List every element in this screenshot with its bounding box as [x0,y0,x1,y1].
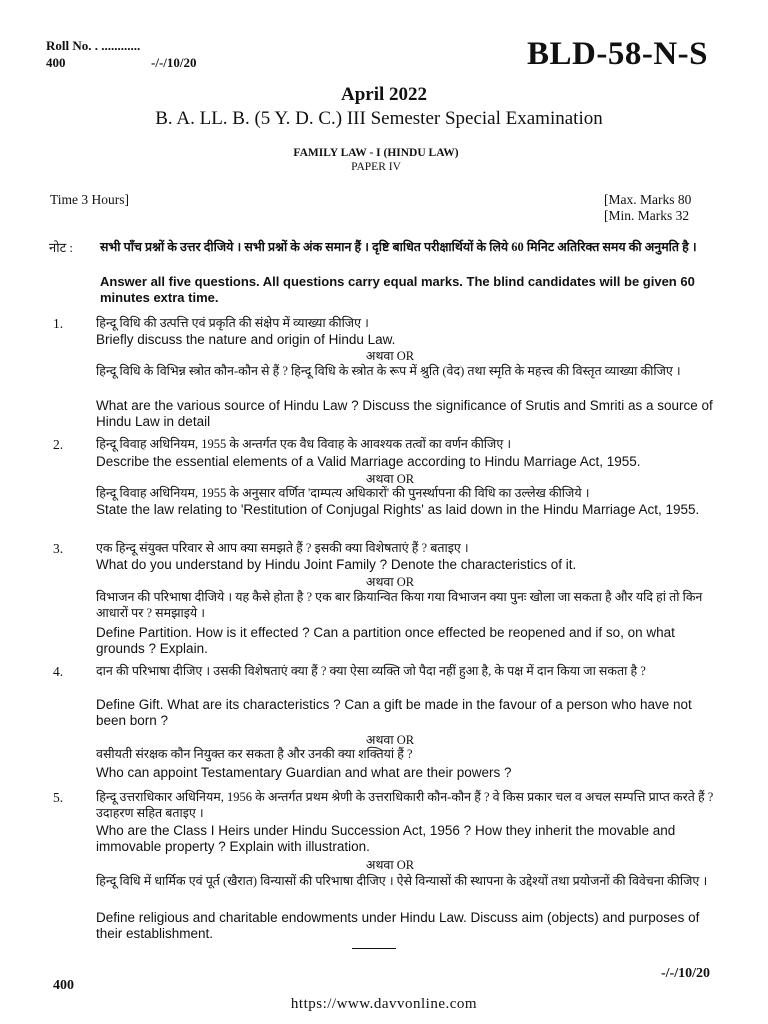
question-b-english: Who can appoint Testamentary Guardian and what are their powers ? [96,765,512,780]
paper-code: BLD-58-N-S [527,36,709,72]
question-a-hindi: हिन्दू उत्तराधिकार अधिनियम, 1956 के अन्तर्गत प्रथम श्रेणी के उत्तराधिकारी कौन-कौन हैं ? वे किस प्रकार चल व अचल सम्पत्ति प्राप्त करते हैं ? उदाहरण सहित बताइए । [96,790,714,820]
question-a-english: Briefly discuss the nature and origin of Hindu Law. [96,332,396,347]
footer-paper-number: 400 [53,978,74,993]
question-number: 2. [53,437,64,452]
question-b-hindi: विभाजन की परिभाषा दीजिये । यह कैसे होता है ? एक बार क्रियान्वित किया गया विभाजन क्या पुनः खोला जा सकता है और यदि हां तो किन आधारों पर ? समझाइये । [96,590,703,620]
question-b-hindi: हिन्दू विधि के विभिन्न स्त्रोत कौन-कौन से हैं ? हिन्दू विधि के स्त्रोत के रूप में श्रुति (वेद) तथा स्मृति के महत्त्व की विस्तृत व्याख्या कीजिए । [96,364,681,378]
question-number: 5. [53,790,64,805]
note-label: नोट : [49,240,73,255]
question-a-hindi: दान की परिभाषा दीजिए । उसकी विशेषताएं क्या हैं ? क्या ऐसा व्यक्ति जो पैदा नहीं हुआ है, के पक्ष में दान किया जा सकता है ? [96,664,646,678]
roll-number-label: Roll No. . ............ [46,38,141,53]
or-divider: अथवा OR [365,858,415,872]
or-divider: अथवा OR [365,472,415,486]
question-b-english: State the law relating to 'Restitution of Conjugal Rights' as laid down in the Hindu Marriage Act, 1955. [96,502,700,517]
subject-title: FAMILY LAW - I (HINDU LAW) [293,147,459,159]
time-allowed: Time 3 Hours] [50,192,130,207]
note-english: Answer all five questions. All questions carry equal marks. The blind candidates will be given 60 minutes extra time. [100,274,695,305]
paper-number: 400 [46,55,66,70]
question-a-english: Who are the Class I Heirs under Hindu Succession Act, 1956 ? How they inherit the movable and immovable property ? Explain with illustration. [96,823,676,854]
min-marks: [Min. Marks 32 [604,208,690,223]
footer-url: https://www.davvonline.com [290,996,478,1012]
question-a-english: What do you understand by Hindu Joint Family ? Denote the characteristics of it. [96,557,577,572]
question-b-hindi: हिन्दू विवाह अधिनियम, 1955 के अनुसार वर्णित 'दाम्पत्य अधिकारों' की पुनर्स्थापना की विधि का उल्लेख कीजिये । [96,486,590,500]
footer-serial: -/-/10/20 [661,966,710,981]
question-number: 1. [53,316,64,331]
or-divider: अथवा OR [365,349,415,363]
question-b-hindi: हिन्दू विधि में धार्मिक एवं पूर्त (खैरात) विन्यासों की परिभाषा दीजिए । ऐसे विन्यासों की स्थापना के उद्देश्यों तथा प्रयोजनों की विवेचना कीजिए । [96,874,708,888]
question-b-english: What are the various source of Hindu Law ? Discuss the significance of Srutis and Smriti as a source of Hindu Law in detail [96,398,713,429]
exam-month: April 2022 [340,84,428,105]
max-marks: [Max. Marks 80 [604,192,692,207]
question-a-english: Define Gift. What are its characteristics ? Can a gift be made in the favour of a person who have not been born ? [96,697,692,728]
question-b-english: Define Partition. How is it effected ? Can a partition once effected be reopened and if so, on what grounds ? Explain. [96,625,675,656]
question-b-hindi: वसीयती संरक्षक कौन नियुक्त कर सकता है और उनकी क्या शक्तियां हैं ? [96,747,413,761]
paper-label: PAPER IV [351,161,401,173]
question-a-english: Describe the essential elements of a Valid Marriage according to Hindu Marriage Act, 1955. [96,454,641,469]
paper-serial: -/-/10/20 [151,55,197,70]
or-divider: अथवा OR [365,575,415,589]
question-b-english: Define religious and charitable endowments under Hindu Law. Discuss aim (objects) and purposes of their establishment. [96,910,700,941]
question-number: 4. [53,664,64,679]
question-a-hindi: एक हिन्दू संयुक्त परिवार से आप क्या समझते हैं ? इसकी क्या विशेषताएं हैं ? बताइए । [96,541,469,555]
or-divider: अथवा OR [365,733,415,747]
question-a-hindi: हिन्दू विवाह अधिनियम, 1955 के अन्तर्गत एक वैध विवाह के आवश्यक तत्वों का वर्णन कीजिए । [96,437,512,451]
question-a-hindi: हिन्दू विधि की उत्पत्ति एवं प्रकृति की संक्षेप में व्याख्या कीजिए । [96,316,369,330]
exam-title: B. A. LL. B. (5 Y. D. C.) III Semester Special Examination [155,108,603,129]
end-divider [352,948,396,949]
note-hindi: सभी पाँच प्रश्नों के उत्तर दीजिये । सभी प्रश्नों के अंक समान हैं । दृष्टि बाधित परीक्षार्थियों के लिये 60 मिनिट अतिरिक्त समय की अनुमति है । [100,240,697,254]
question-number: 3. [53,541,64,556]
